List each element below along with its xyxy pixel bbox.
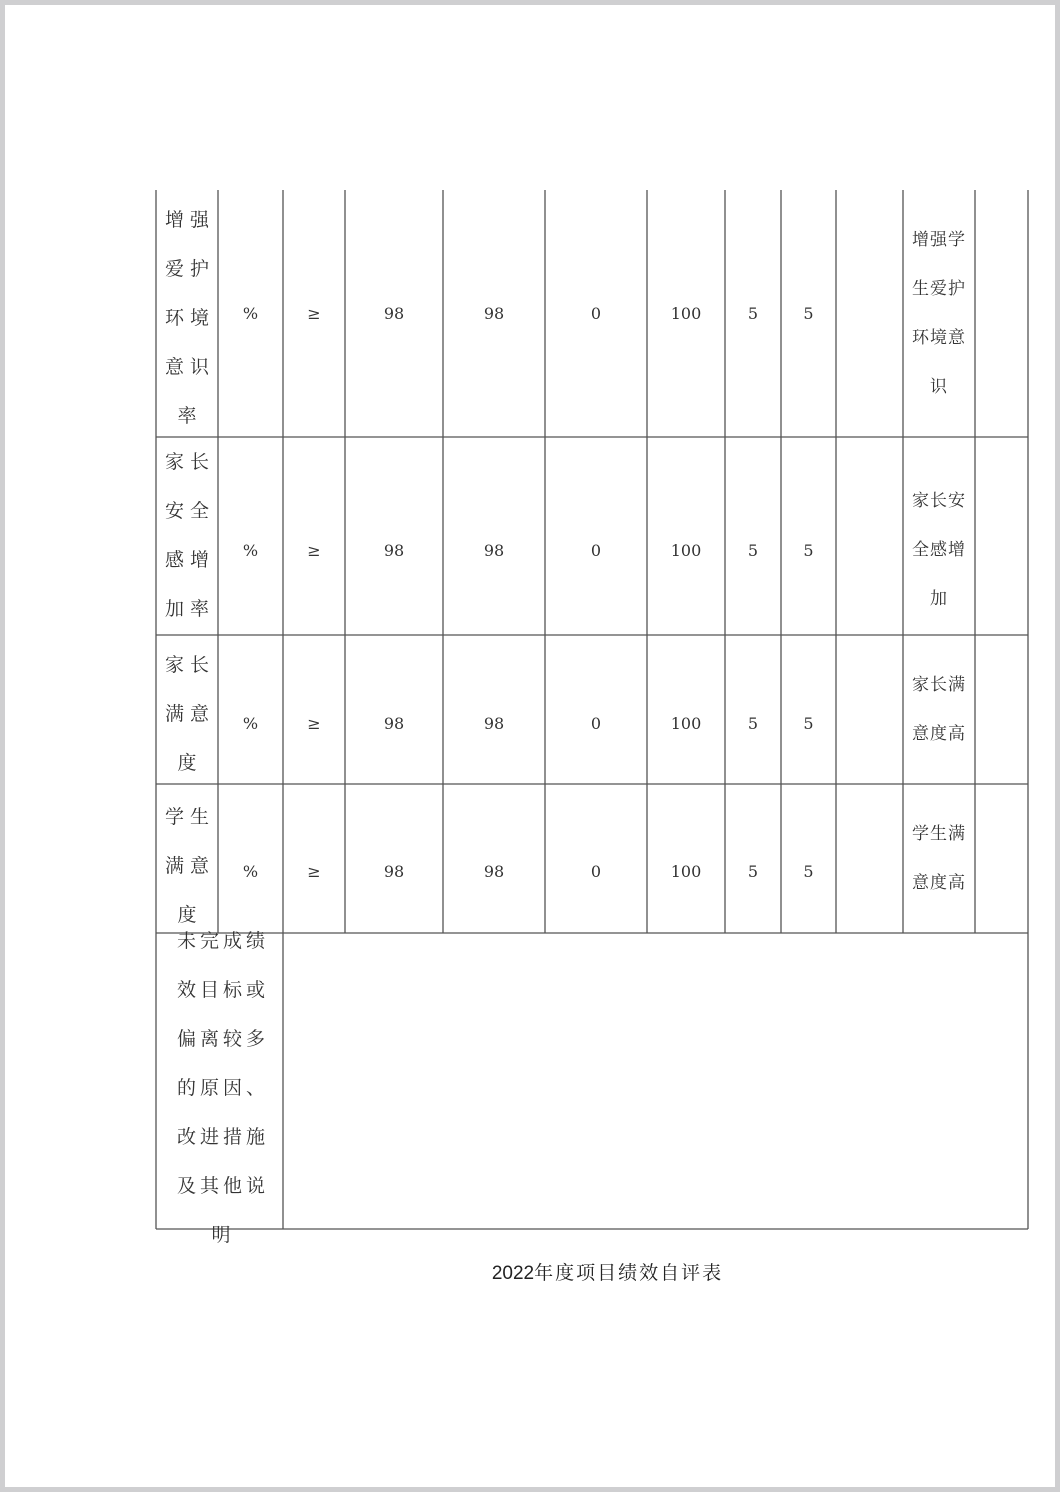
- weight-cell: 5: [747, 304, 759, 323]
- footer-year: 2022: [491, 1263, 535, 1284]
- empty-cell: [836, 437, 903, 635]
- indicator-name: 家长满意度: [165, 654, 216, 774]
- target-value-cell: 98: [383, 862, 405, 881]
- value-cell: 0: [590, 714, 602, 733]
- empty-cell: [836, 635, 903, 784]
- value-cell: 100: [670, 540, 702, 560]
- unit-cell: %: [242, 540, 259, 560]
- actual-value-cell: 98: [483, 714, 505, 733]
- indicator-name: 家长安全感增加率: [165, 451, 216, 620]
- footer-title: [0, 1258, 1060, 1285]
- score-cell: 5: [803, 714, 814, 733]
- description-cell: 家长安全感增加: [912, 490, 966, 609]
- value-cell: 100: [670, 714, 702, 733]
- empty-cell: [975, 635, 1028, 784]
- weight-cell: 5: [747, 862, 759, 881]
- notes-content: [283, 933, 1028, 1229]
- notes-label: 未完成绩效目标或偏离较多的原因、改进措施及其他说明: [176, 929, 269, 1246]
- empty-cell: [836, 190, 903, 437]
- target-value-cell: 98: [383, 540, 405, 560]
- indicator-name: 增强爱护环境意识率: [165, 209, 216, 427]
- value-cell: 0: [590, 304, 602, 323]
- weight-cell: 5: [747, 714, 759, 733]
- indicator-name: 学生满意度: [165, 806, 216, 926]
- empty-cell: [975, 437, 1028, 635]
- description-cell: 家长满意度高: [912, 674, 966, 744]
- weight-cell: 5: [747, 540, 759, 560]
- actual-value-cell: 98: [483, 540, 505, 560]
- description-cell: 增强学生爱护环境意识: [912, 229, 966, 397]
- empty-cell: [836, 784, 903, 933]
- operator-cell: ≥: [307, 862, 321, 881]
- value-cell: 100: [670, 862, 702, 881]
- operator-cell: ≥: [307, 540, 321, 560]
- operator-cell: ≥: [307, 304, 321, 323]
- score-cell: 5: [803, 304, 814, 323]
- operator-cell: ≥: [307, 714, 321, 733]
- score-cell: 5: [803, 862, 814, 881]
- actual-value-cell: 98: [483, 862, 505, 881]
- unit-cell: %: [242, 862, 259, 881]
- target-value-cell: 98: [383, 304, 405, 323]
- footer-title-text: 年度项目绩效自评表: [534, 1262, 724, 1284]
- value-cell: 0: [590, 862, 602, 881]
- unit-cell: %: [242, 714, 259, 733]
- actual-value-cell: 98: [483, 304, 505, 323]
- empty-cell: [975, 784, 1028, 933]
- unit-cell: %: [242, 304, 259, 323]
- score-cell: 5: [803, 540, 814, 560]
- description-cell: 学生满意度高: [912, 823, 966, 893]
- empty-cell: [975, 190, 1028, 437]
- value-cell: 100: [670, 304, 702, 323]
- value-cell: 0: [590, 540, 602, 560]
- target-value-cell: 98: [383, 714, 405, 733]
